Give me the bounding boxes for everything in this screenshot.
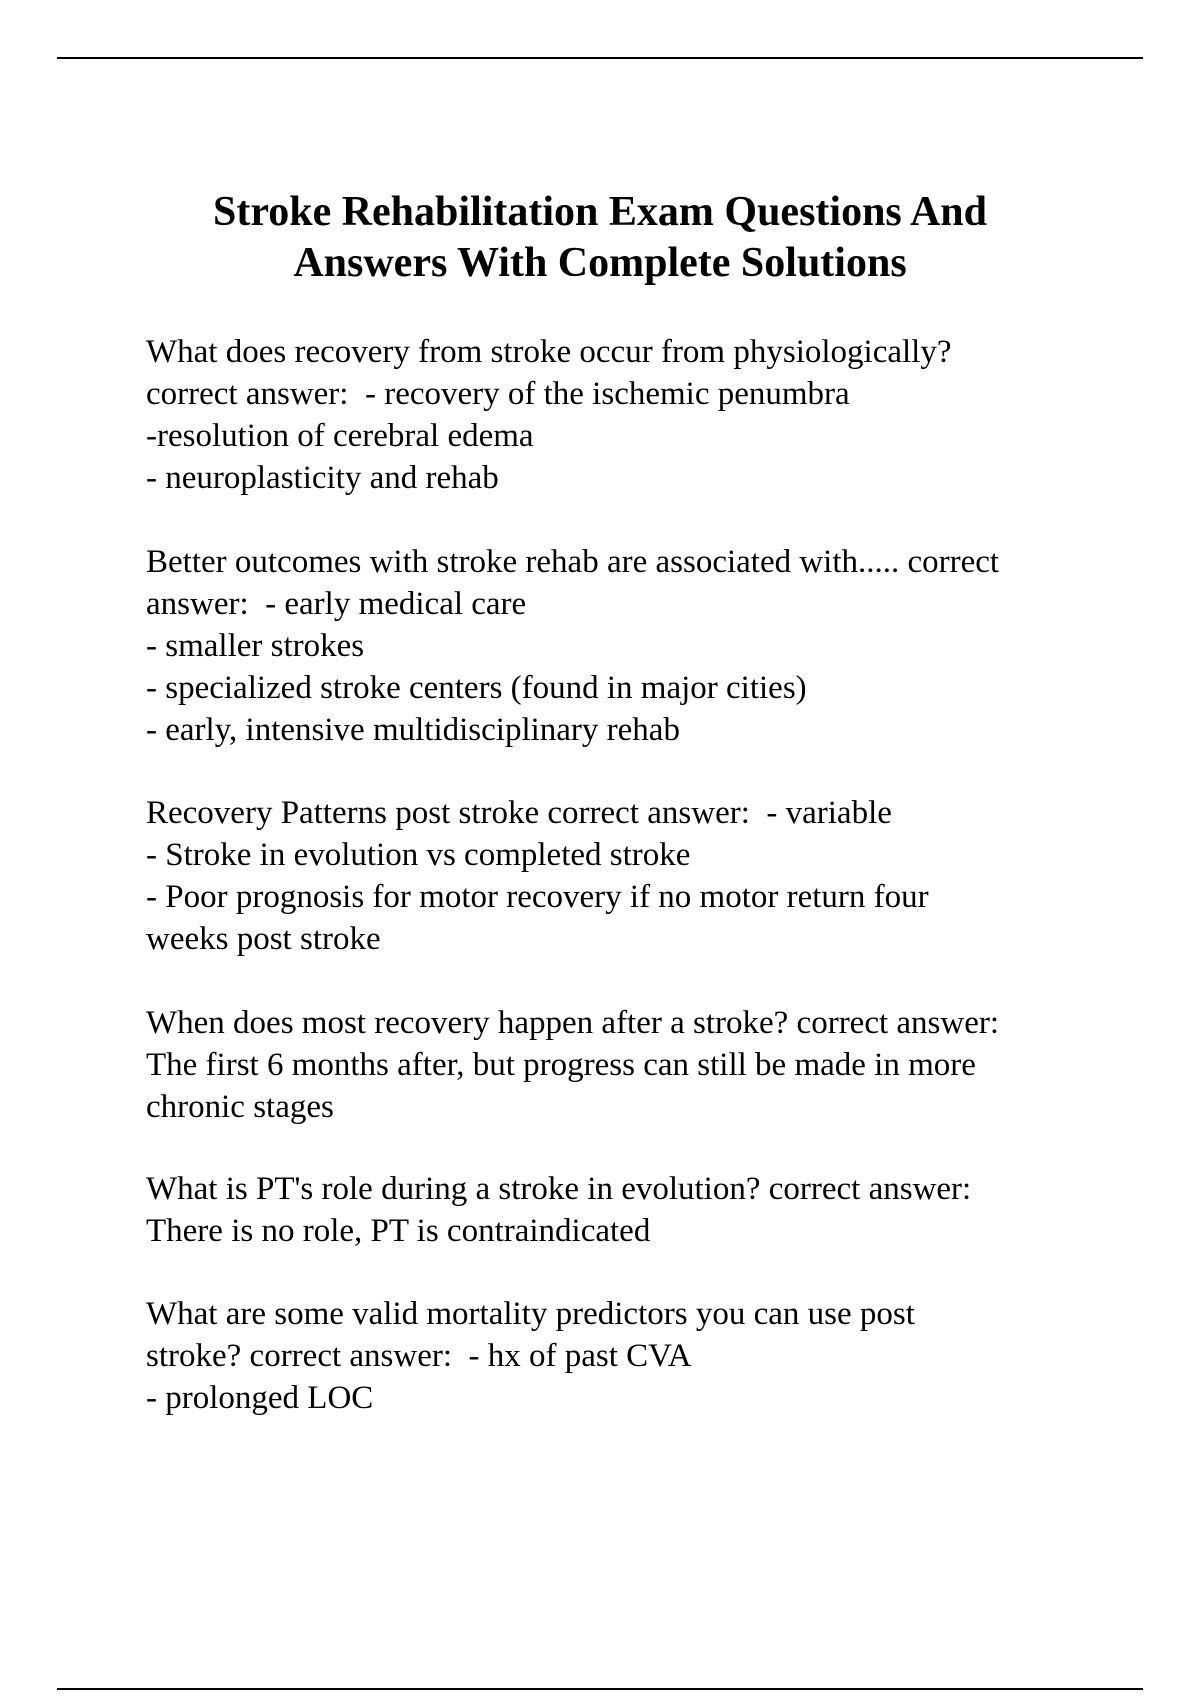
qa-block-6 [146,1293,1106,1419]
page-title [120,187,1080,289]
answer-line: - smaller strokes [146,628,365,664]
answer-line: - prolonged LOC [146,1380,374,1416]
qa-block-3 [146,792,1106,960]
question-line: What is PT's role during a stroke in evolution? correct answer: [146,1171,972,1207]
qa-block-2 [146,541,1106,751]
bottom-divider [57,1688,1143,1690]
answer-line: weeks post stroke [146,921,381,957]
answer-line: -resolution of cerebral edema [146,418,534,454]
answer-line: - neuroplasticity and rehab [146,460,499,496]
question-line: Better outcomes with stroke rehab are associated with..... correct [146,544,1000,580]
answer-line: correct answer: - recovery of the ischemic penumbra [146,376,850,412]
question-line: What are some valid mortality predictors you can use post [146,1296,915,1332]
title-line: Answers With Complete Solutions [293,240,907,286]
top-divider [57,57,1143,59]
answer-line: The first 6 months after, but progress can still be made in more [146,1047,976,1083]
title-line: Stroke Rehabilitation Exam Questions And [212,189,988,235]
answer-line: - Poor prognosis for motor recovery if no motor return four [146,879,929,915]
answer-line: answer: - early medical care [146,586,527,622]
qa-block-4 [146,1002,1106,1128]
qa-block-1 [146,331,1106,499]
answer-line: - Stroke in evolution vs completed stroke [146,837,691,873]
answer-line: - specialized stroke centers (found in major cities) [146,670,807,706]
answer-line: There is no role, PT is contraindicated [146,1213,651,1249]
answer-line: - early, intensive multidisciplinary rehab [146,712,680,748]
qa-block-5 [146,1168,1106,1252]
question-line: When does most recovery happen after a stroke? correct answer: [146,1005,1000,1041]
question-line: Recovery Patterns post stroke correct answer: - variable [146,795,892,831]
question-line: What does recovery from stroke occur from physiologically? [146,334,952,370]
answer-line: stroke? correct answer: - hx of past CVA [146,1338,692,1374]
answer-line: chronic stages [146,1089,334,1125]
